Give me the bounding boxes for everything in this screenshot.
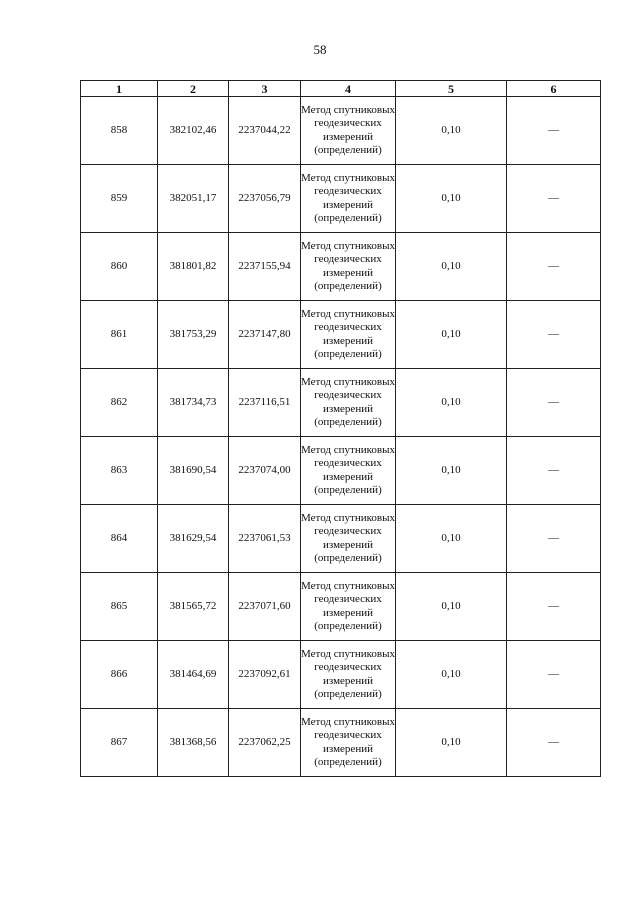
accuracy-cell: 0,10 — [396, 369, 507, 437]
point-number-cell: 864 — [81, 505, 158, 573]
x-coordinate-cell: 381801,82 — [158, 233, 229, 301]
method-cell: Метод спутниковых геодезических измерений (определений) — [301, 709, 396, 777]
column-header: 3 — [229, 81, 301, 97]
point-number-cell: 865 — [81, 573, 158, 641]
x-coordinate-cell: 382102,46 — [158, 97, 229, 165]
column-header: 5 — [396, 81, 507, 97]
column-header: 6 — [507, 81, 601, 97]
table-row — [81, 369, 601, 437]
accuracy-cell: 0,10 — [396, 641, 507, 709]
y-coordinate-cell: 2237116,51 — [229, 369, 301, 437]
note-cell: — — [507, 233, 601, 301]
accuracy-cell: 0,10 — [396, 505, 507, 573]
accuracy-cell: 0,10 — [396, 709, 507, 777]
table-row — [81, 709, 601, 777]
note-cell: — — [507, 369, 601, 437]
y-coordinate-cell: 2237044,22 — [229, 97, 301, 165]
table-row — [81, 573, 601, 641]
x-coordinate-cell: 381734,73 — [158, 369, 229, 437]
method-cell: Метод спутниковых геодезических измерений (определений) — [301, 369, 396, 437]
x-coordinate-cell: 381565,72 — [158, 573, 229, 641]
y-coordinate-cell: 2237155,94 — [229, 233, 301, 301]
point-number-cell: 860 — [81, 233, 158, 301]
method-cell: Метод спутниковых геодезических измерений (определений) — [301, 641, 396, 709]
accuracy-cell: 0,10 — [396, 165, 507, 233]
table-header — [81, 81, 601, 97]
accuracy-cell: 0,10 — [396, 437, 507, 505]
page-number: 58 — [313, 42, 327, 57]
method-cell: Метод спутниковых геодезических измерений (определений) — [301, 573, 396, 641]
table-row — [81, 165, 601, 233]
note-cell: — — [507, 97, 601, 165]
note-cell: — — [507, 301, 601, 369]
note-cell: — — [507, 165, 601, 233]
point-number-cell: 859 — [81, 165, 158, 233]
y-coordinate-cell: 2237147,80 — [229, 301, 301, 369]
column-header: 4 — [301, 81, 396, 97]
table-body — [81, 97, 601, 777]
method-cell: Метод спутниковых геодезических измерений (определений) — [301, 301, 396, 369]
accuracy-cell: 0,10 — [396, 233, 507, 301]
y-coordinate-cell: 2237074,00 — [229, 437, 301, 505]
y-coordinate-cell: 2237092,61 — [229, 641, 301, 709]
method-cell: Метод спутниковых геодезических измерений (определений) — [301, 437, 396, 505]
table-row — [81, 301, 601, 369]
point-number-cell: 862 — [81, 369, 158, 437]
y-coordinate-cell: 2237061,53 — [229, 505, 301, 573]
accuracy-cell: 0,10 — [396, 97, 507, 165]
note-cell: — — [507, 505, 601, 573]
x-coordinate-cell: 381464,69 — [158, 641, 229, 709]
method-cell: Метод спутниковых геодезических измерений (определений) — [301, 97, 396, 165]
y-coordinate-cell: 2237056,79 — [229, 165, 301, 233]
point-number-cell: 861 — [81, 301, 158, 369]
table-row — [81, 233, 601, 301]
note-cell: — — [507, 437, 601, 505]
x-coordinate-cell: 381690,54 — [158, 437, 229, 505]
x-coordinate-cell: 382051,17 — [158, 165, 229, 233]
y-coordinate-cell: 2237062,25 — [229, 709, 301, 777]
column-header: 1 — [81, 81, 158, 97]
method-cell: Метод спутниковых геодезических измерений (определений) — [301, 165, 396, 233]
note-cell: — — [507, 641, 601, 709]
table-row — [81, 97, 601, 165]
coordinates-table — [80, 80, 601, 777]
x-coordinate-cell: 381753,29 — [158, 301, 229, 369]
x-coordinate-cell: 381629,54 — [158, 505, 229, 573]
column-header: 2 — [158, 81, 229, 97]
point-number-cell: 867 — [81, 709, 158, 777]
point-number-cell: 858 — [81, 97, 158, 165]
point-number-cell: 866 — [81, 641, 158, 709]
table-row — [81, 505, 601, 573]
header-row — [81, 81, 601, 97]
method-cell: Метод спутниковых геодезических измерений (определений) — [301, 233, 396, 301]
note-cell: — — [507, 709, 601, 777]
method-cell: Метод спутниковых геодезических измерений (определений) — [301, 505, 396, 573]
table-row — [81, 437, 601, 505]
table-row — [81, 641, 601, 709]
point-number-cell: 863 — [81, 437, 158, 505]
x-coordinate-cell: 381368,56 — [158, 709, 229, 777]
y-coordinate-cell: 2237071,60 — [229, 573, 301, 641]
note-cell: — — [507, 573, 601, 641]
accuracy-cell: 0,10 — [396, 301, 507, 369]
accuracy-cell: 0,10 — [396, 573, 507, 641]
